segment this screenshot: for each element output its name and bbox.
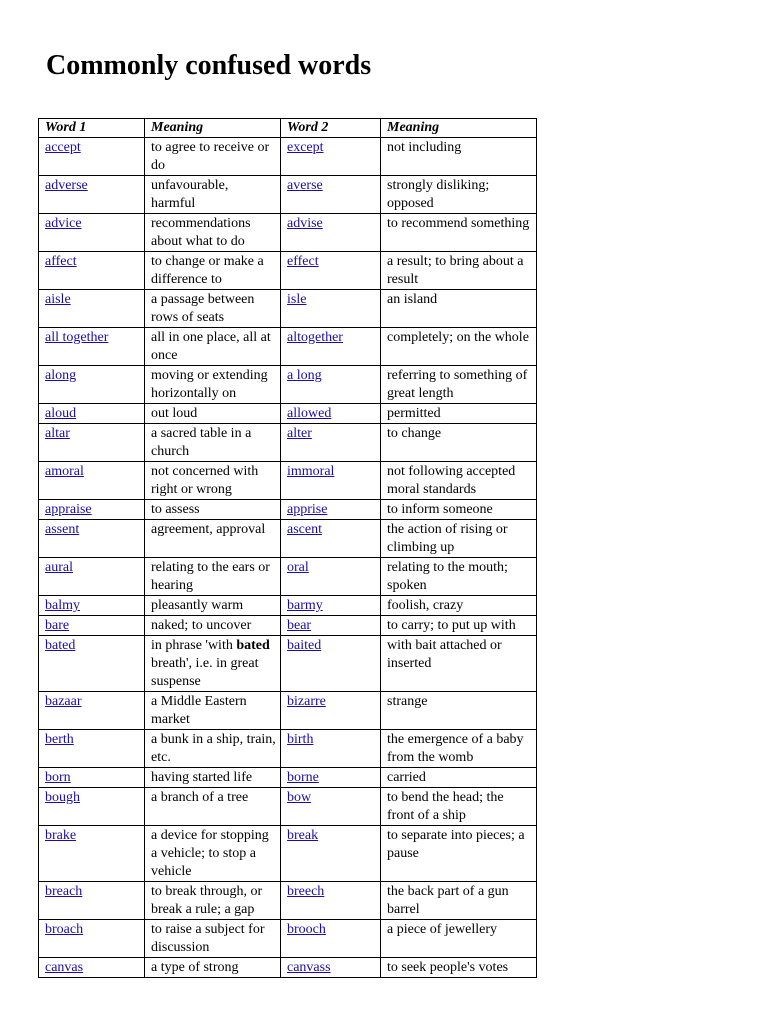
meaning-1-cell: having started life [145, 768, 281, 788]
meaning-2-cell: relating to the mouth; spoken [381, 558, 537, 596]
header-word-1: Word 1 [39, 119, 145, 138]
word-2-link[interactable]: immoral [287, 464, 335, 479]
table-row [39, 958, 537, 978]
word-1-link[interactable]: aisle [45, 292, 71, 307]
word-2-link[interactable]: breech [287, 884, 325, 899]
table-row [39, 730, 537, 768]
page-title: Commonly confused words [46, 50, 372, 81]
table-header-row [39, 119, 537, 138]
table-row [39, 558, 537, 596]
meaning-1-cell: a passage between rows of seats [145, 290, 281, 328]
meaning-1-cell: pleasantly warm [145, 596, 281, 616]
meaning-1-cell: a type of strong [145, 958, 281, 978]
table-row [39, 692, 537, 730]
word-1-link[interactable]: canvas [45, 960, 84, 975]
meaning-1-cell: a bunk in a ship, train, etc. [145, 730, 281, 768]
meaning-2-cell: a piece of jewellery [381, 920, 537, 958]
header-meaning-1: Meaning [145, 119, 281, 138]
meaning-2-cell: to bend the head; the front of a ship [381, 788, 537, 826]
word-1-link[interactable]: berth [45, 732, 74, 747]
header-word-2: Word 2 [281, 119, 381, 138]
meaning-1-cell: to assess [145, 500, 281, 520]
word-2-link[interactable]: a long [287, 368, 322, 383]
word-1-link[interactable]: assent [45, 522, 80, 537]
confused-words-table [38, 118, 537, 978]
meaning-2-cell: an island [381, 290, 537, 328]
meaning-1-cell: recommendations about what to do [145, 214, 281, 252]
word-1-link[interactable]: balmy [45, 598, 80, 613]
word-1-link[interactable]: bough [45, 790, 80, 805]
meaning-2-cell: to seek people's votes [381, 958, 537, 978]
meaning-1-cell: to raise a subject for discussion [145, 920, 281, 958]
table-row [39, 290, 537, 328]
word-2-link[interactable]: bow [287, 790, 312, 805]
meaning-1-cell: not concerned with right or wrong [145, 462, 281, 500]
meaning-2-cell: strongly disliking; opposed [381, 176, 537, 214]
word-2-link[interactable]: effect [287, 254, 319, 269]
word-1-link[interactable]: bare [45, 618, 70, 633]
meaning-1-cell: a Middle Eastern market [145, 692, 281, 730]
meaning-2-cell: strange [381, 692, 537, 730]
table-row [39, 176, 537, 214]
word-1-link[interactable]: bazaar [45, 694, 82, 709]
meaning-2-cell: referring to something of great length [381, 366, 537, 404]
table-row [39, 636, 537, 692]
word-1-link[interactable]: adverse [45, 178, 88, 193]
word-2-link[interactable]: brooch [287, 922, 326, 937]
table-row [39, 328, 537, 366]
word-2-link[interactable]: averse [287, 178, 323, 193]
meaning-text: breath', i.e. in great suspense [151, 656, 259, 689]
table-row [39, 882, 537, 920]
table-row [39, 462, 537, 500]
word-2-link[interactable]: alter [287, 426, 312, 441]
meaning-1-cell: unfavourable, harmful [145, 176, 281, 214]
word-2-link[interactable]: ascent [287, 522, 322, 537]
meaning-1-cell: a sacred table in a church [145, 424, 281, 462]
meaning-2-cell: with bait attached or inserted [381, 636, 537, 692]
meaning-1-cell: a branch of a tree [145, 788, 281, 826]
table-row [39, 596, 537, 616]
meaning-text: in phrase 'with [151, 638, 237, 653]
meaning-1-cell: moving or extending horizontally on [145, 366, 281, 404]
table-row [39, 366, 537, 404]
word-1-link[interactable]: along [45, 368, 77, 383]
meaning-1-cell: a device for stopping a vehicle; to stop a vehicle [145, 826, 281, 882]
meaning-2-cell: the emergence of a baby from the womb [381, 730, 537, 768]
word-2-link[interactable]: allowed [287, 406, 332, 421]
word-2-link[interactable]: except [287, 140, 324, 155]
meaning-1-cell: to break through, or break a rule; a gap [145, 882, 281, 920]
table-row [39, 520, 537, 558]
meaning-2-cell: completely; on the whole [381, 328, 537, 366]
meaning-2-cell: foolish, crazy [381, 596, 537, 616]
word-1-link[interactable]: all together [45, 330, 109, 345]
meaning-2-cell: to inform someone [381, 500, 537, 520]
meaning-2-cell: not following accepted moral standards [381, 462, 537, 500]
word-2-link[interactable]: isle [287, 292, 307, 307]
meaning-2-cell: permitted [381, 404, 537, 424]
table-row [39, 788, 537, 826]
meaning-2-cell: not including [381, 138, 537, 176]
word-2-link[interactable]: bear [287, 618, 312, 633]
word-1-link[interactable]: aural [45, 560, 73, 575]
meaning-1-cell: relating to the ears or hearing [145, 558, 281, 596]
word-1-link[interactable]: born [45, 770, 71, 785]
meaning-2-cell: to separate into pieces; a pause [381, 826, 537, 882]
word-1-link[interactable]: broach [45, 922, 84, 937]
table-row [39, 214, 537, 252]
meaning-1-cell [145, 636, 281, 692]
meaning-2-cell: the back part of a gun barrel [381, 882, 537, 920]
table-row [39, 500, 537, 520]
word-2-link[interactable]: oral [287, 560, 309, 575]
header-meaning-2: Meaning [381, 119, 537, 138]
word-2-link[interactable]: borne [287, 770, 319, 785]
word-1-link[interactable]: altar [45, 426, 70, 441]
word-2-link[interactable]: baited [287, 638, 322, 653]
meaning-1-cell: agreement, approval [145, 520, 281, 558]
word-2-link[interactable]: barmy [287, 598, 323, 613]
word-1-link[interactable]: aloud [45, 406, 77, 421]
table-row [39, 768, 537, 788]
word-2-link[interactable]: advise [287, 216, 323, 231]
meaning-2-cell: to change [381, 424, 537, 462]
word-1-link[interactable]: bated [45, 638, 76, 653]
meaning-1-cell: all in one place, all at once [145, 328, 281, 366]
word-1-link[interactable]: breach [45, 884, 83, 899]
word-2-link[interactable]: apprise [287, 502, 328, 517]
table-row [39, 424, 537, 462]
meaning-2-cell: a result; to bring about a result [381, 252, 537, 290]
word-2-link[interactable]: break [287, 828, 319, 843]
word-1-link[interactable]: advice [45, 216, 82, 231]
table-row [39, 826, 537, 882]
meaning-1-cell: to change or make a difference to [145, 252, 281, 290]
meaning-2-cell: to carry; to put up with [381, 616, 537, 636]
bold-word: bated [236, 638, 270, 653]
table-row [39, 404, 537, 424]
word-1-link[interactable]: accept [45, 140, 81, 155]
meaning-1-cell: out loud [145, 404, 281, 424]
word-1-link[interactable]: affect [45, 254, 77, 269]
meaning-2-cell: to recommend something [381, 214, 537, 252]
word-1-link[interactable]: amoral [45, 464, 84, 479]
meaning-2-cell: the action of rising or climbing up [381, 520, 537, 558]
table-row [39, 138, 537, 176]
meaning-1-cell: to agree to receive or do [145, 138, 281, 176]
table-row [39, 252, 537, 290]
meaning-2-cell: carried [381, 768, 537, 788]
word-2-link[interactable]: birth [287, 732, 314, 747]
table-row [39, 920, 537, 958]
table-row [39, 616, 537, 636]
meaning-1-cell: naked; to uncover [145, 616, 281, 636]
word-2-link[interactable]: bizarre [287, 694, 326, 709]
word-2-link[interactable]: canvass [287, 960, 331, 975]
word-2-link[interactable]: altogether [287, 330, 343, 345]
word-1-link[interactable]: brake [45, 828, 77, 843]
word-1-link[interactable]: appraise [45, 502, 92, 517]
